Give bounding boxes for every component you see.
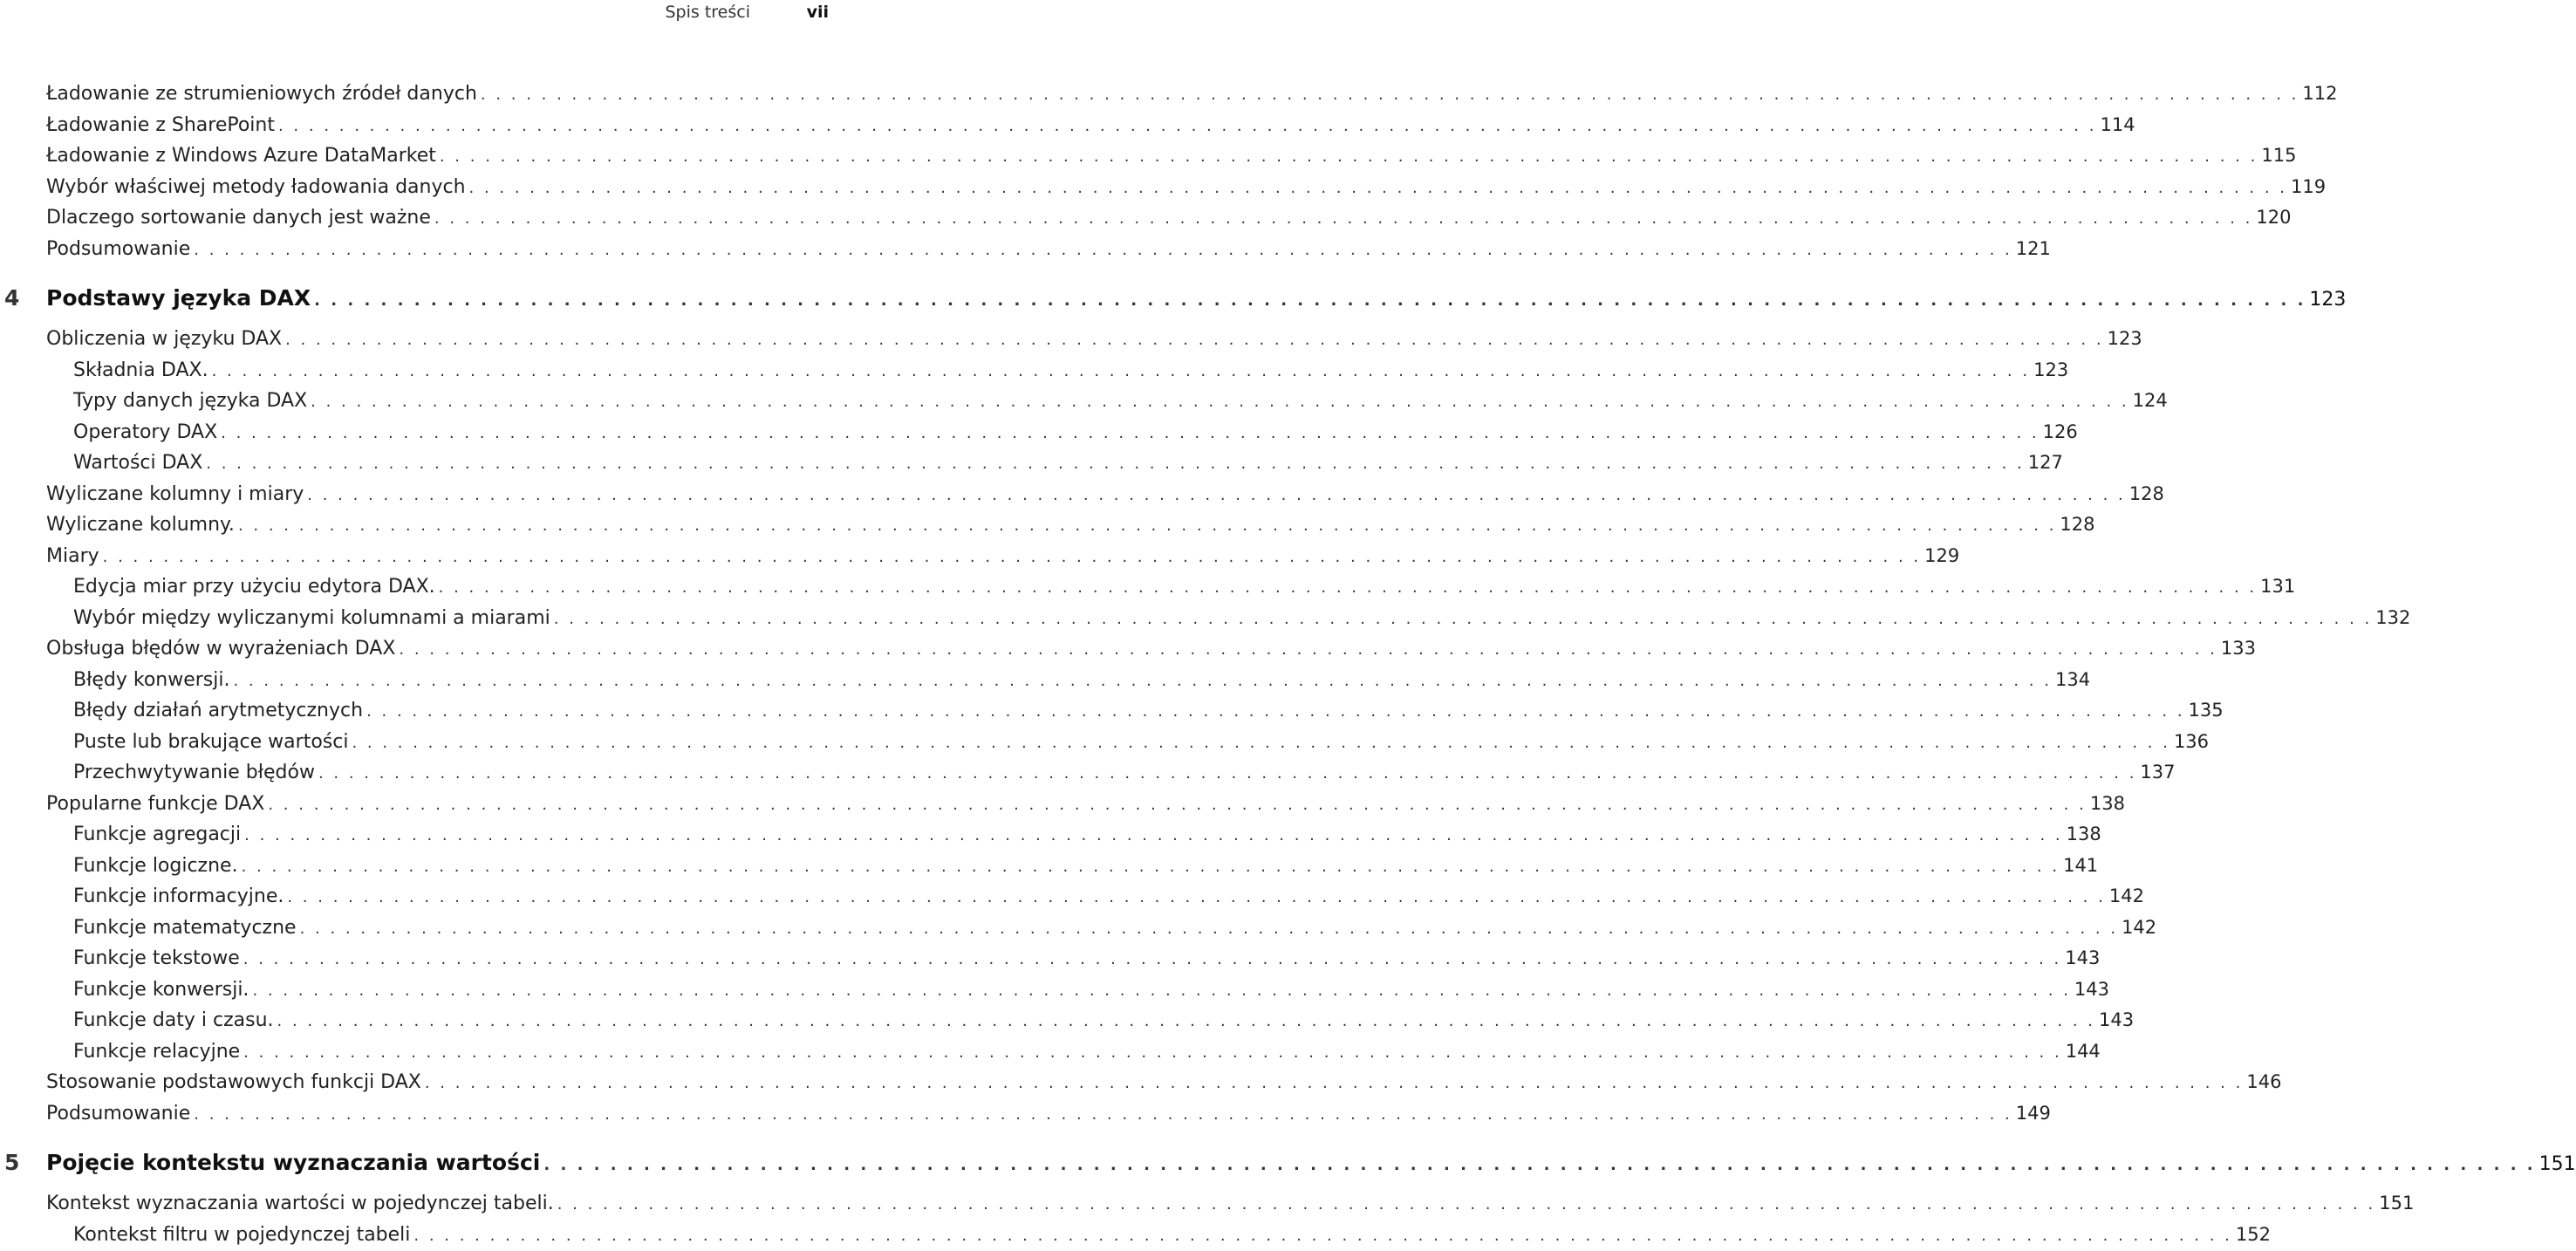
toc-entry-line	[46, 790, 2125, 818]
toc-entry	[0, 1100, 2051, 1130]
entry-title: Podsumowanie	[46, 237, 191, 260]
entry-title: Wybór właściwej metody ładowania danych	[46, 175, 466, 198]
toc-entry-line	[73, 1007, 2135, 1035]
toc-entry-line	[73, 357, 2069, 385]
toc-entry-line	[73, 1221, 2271, 1249]
toc-entry-line	[46, 635, 2256, 663]
toc-entry-line	[73, 1038, 2101, 1066]
toc-entry-line	[73, 387, 2168, 415]
toc-entry-line	[46, 80, 2338, 108]
dot-leader: . . . . . . . . . . . . . . . . . . . . . . . . . . . . . . . . . . . . . . . . . . . . . . . . . . . . . . . . . . . . . . . . . . . . . . . . . . . . . . . . . . . . . . . . . . . . . . . . . . . . . . . . . . . . . . . . . . . . . . . .	[221, 423, 2040, 442]
entry-title: Podstawy języka DAX	[46, 285, 311, 311]
entry-title: Funkcje agregacji	[73, 824, 242, 845]
entry-title: Dlaczego sortowanie danych jest ważne	[46, 207, 431, 229]
entry-title: Kontekst filtru w pojedynczej tabeli	[73, 1223, 411, 1246]
entry-page-number: 137	[2140, 762, 2176, 783]
toc-entry-line	[46, 204, 2292, 232]
entry-title: Funkcje relacyjne	[73, 1040, 241, 1063]
toc-entry	[0, 112, 2135, 141]
dot-leader: . . . . . . . . . . . . . . . . . . . . . . . . . . . . . . . . . . . . . . . . . . . . . . . . . . . . . . . . . . . . . . . . . . . . . . . . . . . . . . . . . . . . . . . . . . . . . . . . . . . . . . . . . . . . . . . . . . . . . . . .	[268, 795, 2087, 814]
entry-title: Funkcje konwersji.	[73, 978, 249, 1001]
dot-leader: . . . . . . . . . . . . . . . . . . . . . . . . . . . . . . . . . . . . . . . . . . . . . . . . . . . . . . . . . . . . . . . . . . . . . . . . . . . . . . . . . . . . . . . . . . . . . . . . . . . . . . . . . . . . . . . . . . . . . . . .	[243, 1042, 2062, 1062]
toc-entry-line	[46, 236, 2051, 263]
entry-page-number: 120	[2256, 207, 2292, 228]
toc-entry-line	[73, 697, 2224, 725]
entry-title: Miary	[46, 544, 99, 567]
entry-title: Funkcje matematyczne	[73, 916, 297, 939]
toc-entry	[0, 976, 2110, 1006]
entry-title: Ładowanie z SharePoint	[46, 113, 275, 136]
dot-leader: . . . . . . . . . . . . . . . . . . . . . . . . . . . . . . . . . . . . . . . . . . . . . . . . . . . . . . . . . . . . . . . . . . . . . . . . . . . . . . . . . . . . . . . . . . . . . . . . . . . . . . . . . . . . . . . . . . . . . . . .	[366, 702, 2185, 721]
toc-entry	[0, 174, 2327, 203]
entry-page-number: 123	[2107, 328, 2142, 349]
entry-page-number: 143	[2074, 978, 2110, 1000]
entry-page-number: 142	[2122, 916, 2157, 938]
toc-entry	[0, 759, 2176, 789]
dot-leader: . . . . . . . . . . . . . . . . . . . . . . . . . . . . . . . . . . . . . . . . . . . . . . . . . . . . . . . . . . . . . . . . . . . . . . . . . . . . . . . . . . . . . . . . . . . . . . . . . . . . . . . . . . . . . . . . . . . . . . . .	[206, 455, 2025, 473]
entry-page-number: 133	[2220, 638, 2256, 659]
toc-entry	[0, 790, 2125, 820]
entry-title: Funkcje informacyjne.	[73, 885, 284, 907]
dot-leader: . . . . . . . . . . . . . . . . . . . . . . . . . . . . . . . . . . . . . . . . . . . . . . . . . . . . . . . . . . . . . . . . . . . . . . . . . . . . . . . . . . . . . . . . . . . . . . . . . . . . . . . . . . . . . . . . . . . . . . . .	[277, 116, 2097, 135]
entry-title: Operatory DAX	[73, 420, 218, 443]
toc-entry-line	[73, 821, 2101, 849]
dot-leader: . . . . . . . . . . . . . . . . . . . . . . . . . . . . . . . . . . . . . . . . . . . . . . . . . . . . . . . . . . . . . . . . . . . . . . . . . . . . . . . . . . . . . . . . . . . . . . . . . . . . . . . . . . . . . . . . . . . . . . . .	[211, 361, 2031, 380]
entry-page-number: 146	[2246, 1071, 2282, 1092]
toc-entry	[0, 325, 2142, 355]
entry-title: Wyliczane kolumny.	[46, 514, 235, 536]
toc-entry	[0, 204, 2292, 234]
dot-leader: . . . . . . . . . . . . . . . . . . . . . . . . . . . . . . . . . . . . . . . . . . . . . . . . . . . . . . . . . . . . . . . . . . . . . . . . . . . . . . . . . . . . . . . . . . . . . . . . . . . . . . . . . . . . . . . . . . . . . . . .	[438, 578, 2258, 597]
dot-leader: . . . . . . . . . . . . . . . . . . . . . . . . . . . . . . . . . . . . . . . . . . . . . . . . . . . . . . . . . . . . . . . . . . . . . . . . . . . . . . . . . . . . . . . . . . . . . . . . . . . . . . . . . . . . . . . . . . . . . . . .	[480, 85, 2299, 104]
dot-leader: . . . . . . . . . . . . . . . . . . . . . . . . . . . . . . . . . . . . . . . . . . . . . . . . . . . . . . . . . . . . . . . . . . . . . . . . . . . . . . . . . . . . . . . . . . . . . . . . . . . . . . . . . . . . . . . . . . . . . . . .	[543, 1156, 2536, 1174]
toc-entry	[0, 481, 2164, 510]
toc-entry-line	[73, 852, 2099, 880]
toc-entry	[0, 419, 2078, 448]
entry-page-number: 121	[2015, 237, 2051, 259]
dot-leader: . . . . . . . . . . . . . . . . . . . . . . . . . . . . . . . . . . . . . . . . . . . . . . . . . . . . . . . . . . . . . . . . . . . . . . . . . . . . . . . . . . . . . . . . . . . . . . . . . . . . . . . . . . . . . . . . . . . . . . . .	[285, 331, 2104, 349]
toc-entry	[0, 945, 2101, 974]
dot-leader: . . . . . . . . . . . . . . . . . . . . . . . . . . . . . . . . . . . . . . . . . . . . . . . . . . . . . . . . . . . . . . . . . . . . . . . . . . . . . . . . . . . . . . . . . . . . . . . . . . . . . . . . . . . . . . . . . . . . . . . .	[439, 147, 2258, 166]
entry-title: Funkcje logiczne.	[73, 854, 238, 877]
dot-leader: . . . . . . . . . . . . . . . . . . . . . . . . . . . . . . . . . . . . . . . . . . . . . . . . . . . . . . . . . . . . . . . . . . . . . . . . . . . . . . . . . . . . . . . . . . . . . . . . . . . . . . . . . . . . . . . . . . . . . . . .	[102, 547, 1922, 566]
toc-entry-line	[46, 285, 2347, 314]
chapter-number: 5	[4, 1150, 20, 1175]
toc-entry	[0, 1007, 2135, 1036]
entry-page-number: 126	[2042, 420, 2078, 442]
entry-title: Przechwytywanie błędów	[73, 762, 315, 783]
toc-entry	[0, 667, 2091, 696]
toc-entry-line	[73, 419, 2078, 447]
dot-leader: . . . . . . . . . . . . . . . . . . . . . . . . . . . . . . . . . . . . . . . . . . . . . . . . . . . . . . . . . . . . . . . . . . . . . . . . . . . . . . . . . . . . . . . . . . . . . . . . . . . . . . . . . . . . . . . . . . . . . . . .	[277, 1012, 2096, 1030]
entry-title: Stosowanie podstawowych funkcji DAX	[46, 1071, 421, 1093]
entry-page-number: 129	[1924, 544, 1960, 566]
toc-entry-line	[73, 945, 2101, 973]
dot-leader: . . . . . . . . . . . . . . . . . . . . . . . . . . . . . . . . . . . . . . . . . . . . . . . . . . . . . . . . . . . . . . . . . . . . . . . . . . . . . . . . . . . . . . . . . . . . . . . . . . . . . . . . . . . . . . . . . . . . . . . .	[244, 826, 2063, 844]
toc-entry	[0, 635, 2256, 665]
entry-title: Ładowanie ze strumieniowych źródeł danych	[46, 83, 477, 105]
entry-page-number: 144	[2065, 1040, 2101, 1062]
chapter-number: 4	[4, 285, 20, 311]
toc-entry	[0, 573, 2296, 603]
toc-entry-line	[46, 112, 2135, 140]
entry-title: Błędy konwersji.	[73, 668, 230, 691]
toc-entry	[0, 543, 1960, 572]
toc-entry	[0, 449, 2063, 479]
toc-entry-line	[46, 481, 2164, 509]
entry-title: Puste lub brakujące wartości	[73, 730, 349, 753]
chapter-entry	[0, 1150, 2576, 1179]
toc-entry-line	[46, 1100, 2051, 1128]
dot-leader: . . . . . . . . . . . . . . . . . . . . . . . . . . . . . . . . . . . . . . . . . . . . . . . . . . . . . . . . . . . . . . . . . . . . . . . . . . . . . . . . . . . . . . . . . . . . . . . . . . . . . . . . . . . . . . . . . . . . . . . .	[553, 609, 2373, 628]
toc-entry	[0, 697, 2224, 727]
entry-title: Pojęcie kontekstu wyznaczania wartości	[46, 1150, 541, 1175]
entry-page-number: 128	[2128, 482, 2164, 504]
dot-leader: . . . . . . . . . . . . . . . . . . . . . . . . . . . . . . . . . . . . . . . . . . . . . . . . . . . . . . . . . . . . . . . . . . . . . . . . . . . . . . . . . . . . . . . . . . . . . . . . . . . . . . . . . . . . . . . . . . . . . . . .	[352, 733, 2170, 752]
dot-leader: . . . . . . . . . . . . . . . . . . . . . . . . . . . . . . . . . . . . . . . . . . . . . . . . . . . . . . . . . . . . . . . . . . . . . . . . . . . . . . . . . . . . . . . . . . . . . . . . . . . . . . . . . . . . . . . . . . . . . . . .	[434, 209, 2253, 228]
dot-leader: . . . . . . . . . . . . . . . . . . . . . . . . . . . . . . . . . . . . . . . . . . . . . . . . . . . . . . . . . . . . . . . . . . . . . . . . . . . . . . . . . . . . . . . . . . . . . . . . . . . . . . . . . . . . . . . . . . . . . . . .	[468, 178, 2288, 197]
entry-title: Błędy działań arytmetycznych	[73, 700, 364, 721]
toc-entry-line	[73, 914, 2157, 942]
toc-entry-line	[73, 573, 2296, 601]
entry-title: Typy danych języka DAX	[73, 390, 308, 412]
toc-entry	[0, 605, 2411, 634]
entry-page-number: 119	[2291, 175, 2327, 197]
entry-page-number: 142	[2108, 885, 2144, 906]
entry-page-number: 152	[2235, 1223, 2271, 1245]
entry-title: Kontekst wyznaczania wartości w pojedynczej tabeli.	[46, 1193, 554, 1214]
toc-entry-line	[73, 728, 2210, 756]
entry-title: Funkcje daty i czasu.	[73, 1009, 274, 1031]
entry-page-number: 123	[2309, 289, 2347, 311]
entry-title: Ładowanie z Windows Azure DataMarket	[46, 145, 436, 167]
toc-entry-line	[46, 543, 1960, 571]
running-head: Spis treści	[665, 3, 750, 22]
entry-page-number: 114	[2100, 113, 2135, 135]
toc-entry	[0, 1221, 2271, 1251]
entry-title: Wyliczane kolumny i miary	[46, 482, 304, 505]
toc-entry	[0, 883, 2144, 913]
toc-entry-line	[46, 142, 2297, 170]
entry-title: Wybór między wyliczanymi kolumnami a miarami	[73, 606, 550, 629]
entry-page-number: 136	[2173, 730, 2210, 752]
toc-entry	[0, 852, 2099, 882]
toc-entry	[0, 914, 2157, 944]
toc-entry	[0, 387, 2168, 417]
entry-page-number: 138	[2066, 824, 2101, 844]
dot-leader: . . . . . . . . . . . . . . . . . . . . . . . . . . . . . . . . . . . . . . . . . . . . . . . . . . . . . . . . . . . . . . . . . . . . . . . . . . . . . . . . . . . . . . . . . . . . . . . . . . . . . . . . . . . . . . . . . . . . . . . .	[557, 1195, 2376, 1213]
toc-entry-line	[46, 1069, 2282, 1097]
toc-entry	[0, 142, 2297, 172]
entry-title: Składnia DAX.	[73, 359, 208, 381]
toc-entry-line	[73, 667, 2091, 694]
toc-entry	[0, 357, 2069, 386]
toc-entry-line	[73, 605, 2411, 632]
page-number: vii	[806, 3, 829, 22]
toc-entry-line	[73, 883, 2144, 911]
dot-leader: . . . . . . . . . . . . . . . . . . . . . . . . . . . . . . . . . . . . . . . . . . . . . . . . . . . . . . . . . . . . . . . . . . . . . . . . . . . . . . . . . . . . . . . . . . . . . . . . . . . . . . . . . . . . . . . . . . . . . . . .	[311, 393, 2129, 411]
dot-leader: . . . . . . . . . . . . . . . . . . . . . . . . . . . . . . . . . . . . . . . . . . . . . . . . . . . . . . . . . . . . . . . . . . . . . . . . . . . . . . . . . . . . . . . . . . . . . . . . . . . . . . . . . . . . . . . . . . . . . . . .	[318, 764, 2137, 783]
entry-page-number: 141	[2063, 854, 2099, 876]
dot-leader: . . . . . . . . . . . . . . . . . . . . . . . . . . . . . . . . . . . . . . . . . . . . . . . . . . . . . . . . . . . . . . . . . . . . . . . . . . . . . . . . . . . . . . . . . . . . . . . . . . . . . . . . . . . . . . . . . . . . . . . .	[314, 291, 2306, 310]
toc-entry	[0, 1069, 2282, 1098]
entry-page-number: 149	[2015, 1102, 2051, 1124]
toc-entry	[0, 1190, 2415, 1220]
entry-page-number: 123	[2033, 359, 2069, 380]
dot-leader: . . . . . . . . . . . . . . . . . . . . . . . . . . . . . . . . . . . . . . . . . . . . . . . . . . . . . . . . . . . . . . . . . . . . . . . . . . . . . . . . . . . . . . . . . . . . . . . . . . . . . . . . . . . . . . . . . . . . . . . .	[194, 240, 2012, 259]
toc-entry	[0, 236, 2051, 265]
toc-entry-line	[73, 976, 2110, 1004]
entry-title: Funkcje tekstowe	[73, 947, 240, 969]
entry-title: Edycja miar przy użyciu edytora DAX.	[73, 576, 435, 598]
entry-page-number: 128	[2060, 514, 2095, 535]
entry-page-number: 134	[2054, 668, 2091, 690]
dot-leader: . . . . . . . . . . . . . . . . . . . . . . . . . . . . . . . . . . . . . . . . . . . . . . . . . . . . . . . . . . . . . . . . . . . . . . . . . . . . . . . . . . . . . . . . . . . . . . . . . . . . . . . . . . . . . . . . . . . . . . . .	[399, 640, 2217, 659]
toc-entry-line	[46, 174, 2327, 202]
dot-leader: . . . . . . . . . . . . . . . . . . . . . . . . . . . . . . . . . . . . . . . . . . . . . . . . . . . . . . . . . . . . . . . . . . . . . . . . . . . . . . . . . . . . . . . . . . . . . . . . . . . . . . . . . . . . . . . . . . . . . . . .	[194, 1104, 2012, 1124]
dot-leader: . . . . . . . . . . . . . . . . . . . . . . . . . . . . . . . . . . . . . . . . . . . . . . . . . . . . . . . . . . . . . . . . . . . . . . . . . . . . . . . . . . . . . . . . . . . . . . . . . . . . . . . . . . . . . . . . . . . . . . . .	[252, 981, 2071, 1000]
toc-entry-line	[46, 325, 2142, 353]
entry-title: Popularne funkcje DAX	[46, 792, 265, 815]
entry-page-number: 131	[2260, 576, 2296, 597]
entry-page-number: 124	[2132, 390, 2168, 411]
dot-leader: . . . . . . . . . . . . . . . . . . . . . . . . . . . . . . . . . . . . . . . . . . . . . . . . . . . . . . . . . . . . . . . . . . . . . . . . . . . . . . . . . . . . . . . . . . . . . . . . . . . . . . . . . . . . . . . . . . . . . . . .	[233, 671, 2052, 690]
toc-entry-line	[73, 449, 2063, 477]
dot-leader: . . . . . . . . . . . . . . . . . . . . . . . . . . . . . . . . . . . . . . . . . . . . . . . . . . . . . . . . . . . . . . . . . . . . . . . . . . . . . . . . . . . . . . . . . . . . . . . . . . . . . . . . . . . . . . . . . . . . . . . .	[307, 485, 2126, 504]
toc-entry-line	[46, 1150, 2576, 1179]
toc-entry-line	[73, 759, 2176, 787]
dot-leader: . . . . . . . . . . . . . . . . . . . . . . . . . . . . . . . . . . . . . . . . . . . . . . . . . . . . . . . . . . . . . . . . . . . . . . . . . . . . . . . . . . . . . . . . . . . . . . . . . . . . . . . . . . . . . . . . . . . . . . . .	[237, 516, 2057, 535]
entry-page-number: 151	[2379, 1193, 2415, 1213]
toc-entry	[0, 1038, 2101, 1068]
dot-leader: . . . . . . . . . . . . . . . . . . . . . . . . . . . . . . . . . . . . . . . . . . . . . . . . . . . . . . . . . . . . . . . . . . . . . . . . . . . . . . . . . . . . . . . . . . . . . . . . . . . . . . . . . . . . . . . . . . . . . . . .	[413, 1226, 2232, 1245]
toc-entry	[0, 511, 2095, 541]
entry-page-number: 112	[2302, 83, 2338, 104]
entry-title: Obliczenia w języku DAX	[46, 328, 283, 350]
entry-page-number: 135	[2188, 700, 2224, 721]
entry-page-number: 143	[2065, 947, 2101, 968]
dot-leader: . . . . . . . . . . . . . . . . . . . . . . . . . . . . . . . . . . . . . . . . . . . . . . . . . . . . . . . . . . . . . . . . . . . . . . . . . . . . . . . . . . . . . . . . . . . . . . . . . . . . . . . . . . . . . . . . . . . . . . . .	[241, 857, 2060, 876]
entry-title: Obsługa błędów w wyrażeniach DAX	[46, 638, 396, 660]
toc-entry	[0, 80, 2338, 110]
entry-title: Podsumowanie	[46, 1102, 191, 1125]
entry-page-number: 132	[2375, 606, 2411, 628]
page-header	[0, 0, 837, 26]
entry-page-number: 115	[2261, 145, 2297, 166]
dot-leader: . . . . . . . . . . . . . . . . . . . . . . . . . . . . . . . . . . . . . . . . . . . . . . . . . . . . . . . . . . . . . . . . . . . . . . . . . . . . . . . . . . . . . . . . . . . . . . . . . . . . . . . . . . . . . . . . . . . . . . . .	[424, 1074, 2244, 1092]
entry-page-number: 151	[2538, 1153, 2576, 1175]
toc-entry-line	[46, 1190, 2415, 1218]
dot-leader: . . . . . . . . . . . . . . . . . . . . . . . . . . . . . . . . . . . . . . . . . . . . . . . . . . . . . . . . . . . . . . . . . . . . . . . . . . . . . . . . . . . . . . . . . . . . . . . . . . . . . . . . . . . . . . . . . . . . . . . .	[243, 950, 2062, 968]
toc-entry-line	[46, 511, 2095, 539]
dot-leader: . . . . . . . . . . . . . . . . . . . . . . . . . . . . . . . . . . . . . . . . . . . . . . . . . . . . . . . . . . . . . . . . . . . . . . . . . . . . . . . . . . . . . . . . . . . . . . . . . . . . . . . . . . . . . . . . . . . . . . . .	[299, 919, 2119, 938]
chapter-entry	[0, 285, 2347, 315]
entry-page-number: 143	[2099, 1009, 2135, 1030]
toc-entry	[0, 821, 2101, 851]
toc-entry	[0, 728, 2210, 758]
entry-page-number: 138	[2089, 792, 2125, 814]
dot-leader: . . . . . . . . . . . . . . . . . . . . . . . . . . . . . . . . . . . . . . . . . . . . . . . . . . . . . . . . . . . . . . . . . . . . . . . . . . . . . . . . . . . . . . . . . . . . . . . . . . . . . . . . . . . . . . . . . . . . . . . .	[287, 888, 2106, 906]
entry-page-number: 127	[2027, 452, 2063, 473]
entry-title: Wartości DAX	[73, 452, 203, 474]
